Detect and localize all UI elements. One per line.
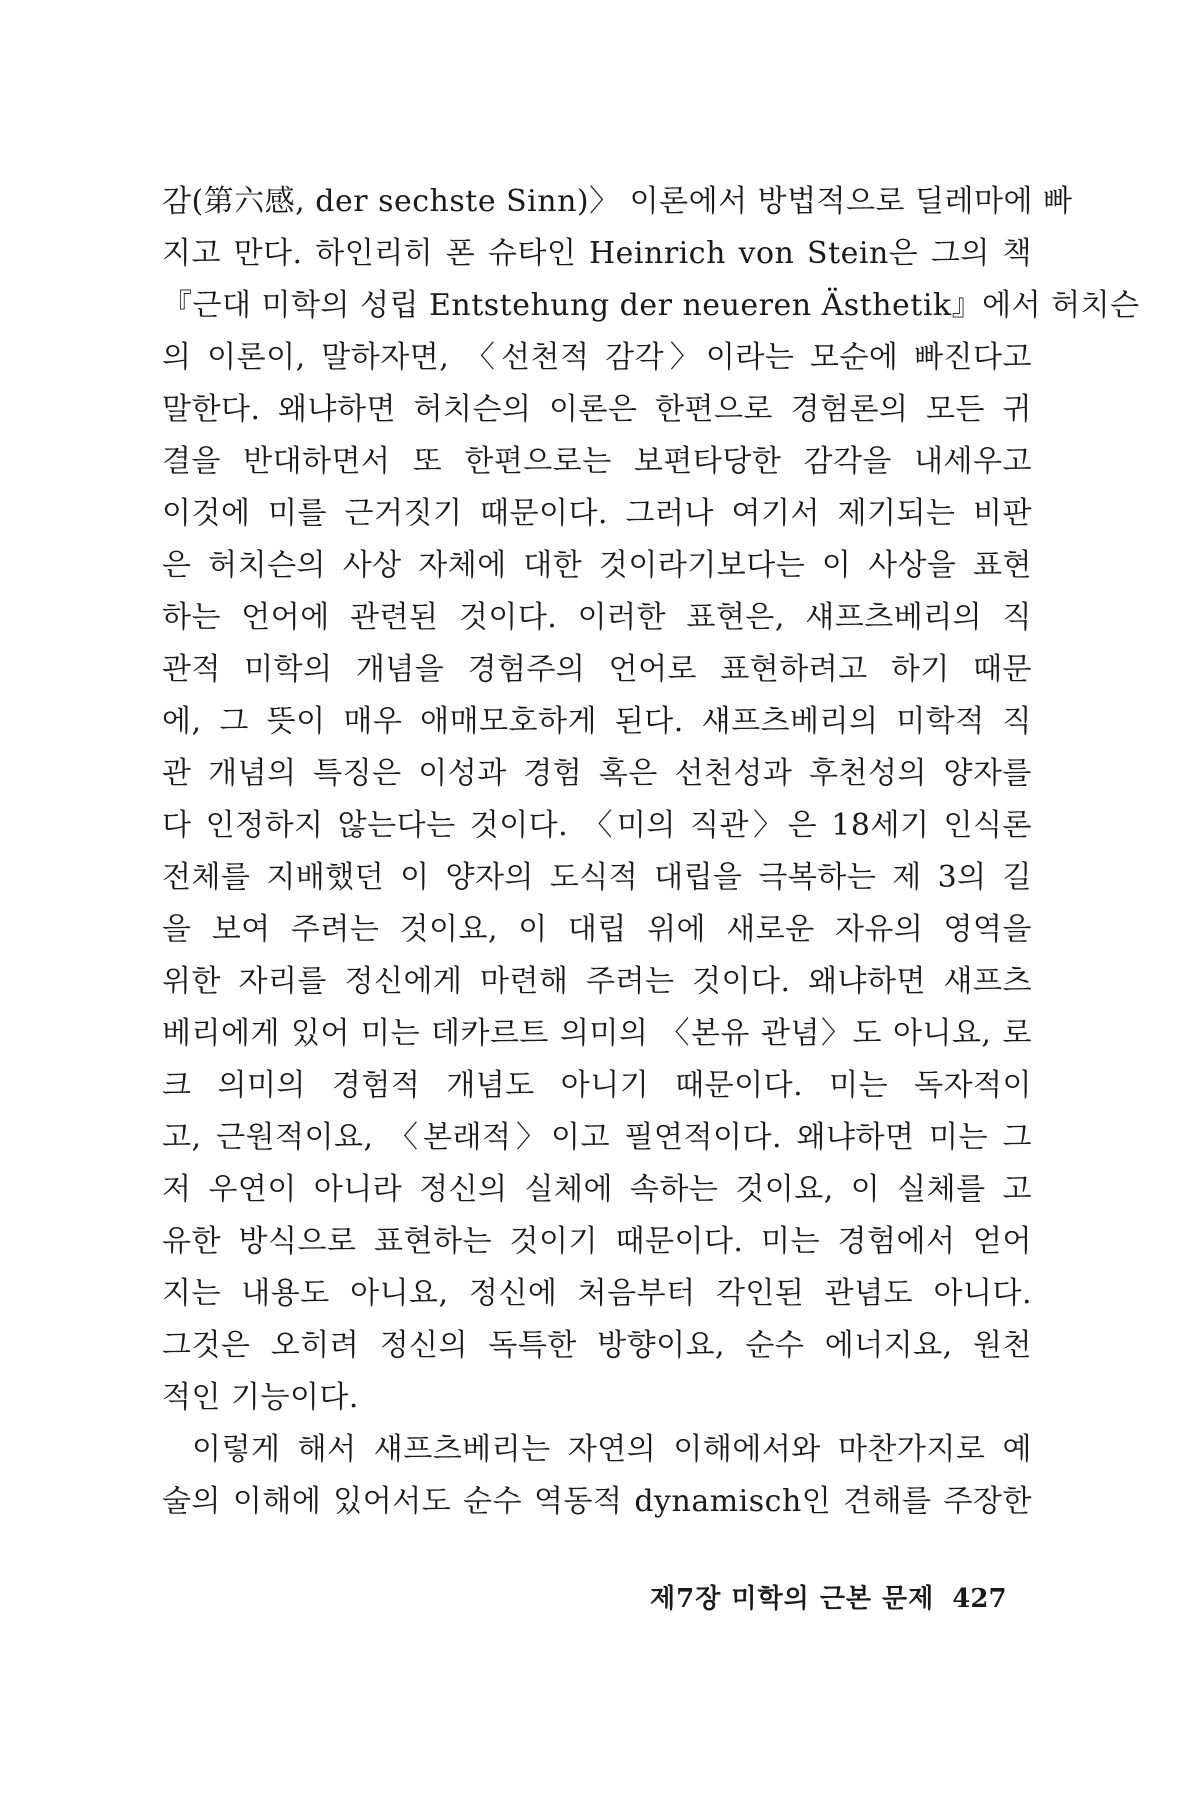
text-line: 다 인정하지 않는다는 것이다. 〈미의 직관〉은 18세기 인식론 xyxy=(162,808,1032,843)
page-footer xyxy=(650,1578,1007,1615)
text-line: 저 우연이 아니라 정신의 실체에 속하는 것이요, 이 실체를 고 xyxy=(162,1172,1032,1207)
text-line: 술의 이해에 있어서도 순수 역동적 dynamisch인 견해를 주장한 xyxy=(162,1484,1032,1519)
text-line: 하는 언어에 관련된 것이다. 이러한 표현은, 섀프츠베리의 직 xyxy=(162,600,1032,635)
text-line: 감(第六感, der sechste Sinn)〉 이론에서 방법적으로 딜레마에 빠 xyxy=(162,184,1073,219)
text-line: 관 개념의 특징은 이성과 경험 혹은 선천성과 후천성의 양자를 xyxy=(162,756,1032,791)
text-line: 유한 방식으로 표현하는 것이기 때문이다. 미는 경험에서 얻어 xyxy=(162,1224,1032,1259)
text-line: 지고 만다. 하인리히 폰 슈타인 Heinrich von Stein은 그의 책 xyxy=(162,236,1032,271)
text-line: 적인 기능이다. xyxy=(162,1380,359,1415)
text-line: 말한다. 왜냐하면 허치슨의 이론은 한편으로 경험론의 모든 귀 xyxy=(162,392,1032,427)
text-line: 이렇게 해서 섀프츠베리는 자연의 이해에서와 마찬가지로 예 xyxy=(192,1432,1032,1467)
text-line: 그것은 오히려 정신의 독특한 방향이요, 순수 에너지요, 원천 xyxy=(162,1328,1032,1363)
text-line: 크 의미의 경험적 개념도 아니기 때문이다. 미는 독자적이 xyxy=(162,1068,1032,1103)
text-line: 결을 반대하면서 또 한편으로는 보편타당한 감각을 내세우고 xyxy=(162,444,1032,479)
page-number: 427 xyxy=(952,1584,1007,1614)
text-line: 전체를 지배했던 이 양자의 도식적 대립을 극복하는 제 3의 길 xyxy=(162,860,1032,895)
text-line: 관적 미학의 개념을 경험주의 언어로 표현하려고 하기 때문 xyxy=(162,652,1032,687)
text-line: 지는 내용도 아니요, 정신에 처음부터 각인된 관념도 아니다. xyxy=(162,1276,1032,1311)
text-line: 이것에 미를 근거짓기 때문이다. 그러나 여기서 제기되는 비판 xyxy=(162,496,1032,531)
body-text xyxy=(162,176,1140,1528)
text-line: 에, 그 뜻이 매우 애매모호하게 된다. 섀프츠베리의 미학적 직 xyxy=(162,704,1032,739)
text-line: 은 허치슨의 사상 자체에 대한 것이라기보다는 이 사상을 표현 xyxy=(162,548,1032,583)
text-line: 『근대 미학의 성립 Entstehung der neueren Ästhetik』에서 허치슨 xyxy=(162,288,1140,323)
text-line: 고, 근원적이요, 〈본래적〉이고 필연적이다. 왜냐하면 미는 그 xyxy=(162,1120,1032,1155)
text-line: 위한 자리를 정신에게 마련해 주려는 것이다. 왜냐하면 섀프츠 xyxy=(162,964,1032,999)
text-line: 베리에게 있어 미는 데카르트 의미의 〈본유 관념〉도 아니요, 로 xyxy=(162,1016,1032,1051)
text-line: 의 이론이, 말하자면, 〈선천적 감각〉이라는 모순에 빠진다고 xyxy=(162,340,1032,375)
text-line: 을 보여 주려는 것이요, 이 대립 위에 새로운 자유의 영역을 xyxy=(162,912,1032,947)
running-head: 제7장 미학의 근본 문제 xyxy=(650,1584,935,1614)
